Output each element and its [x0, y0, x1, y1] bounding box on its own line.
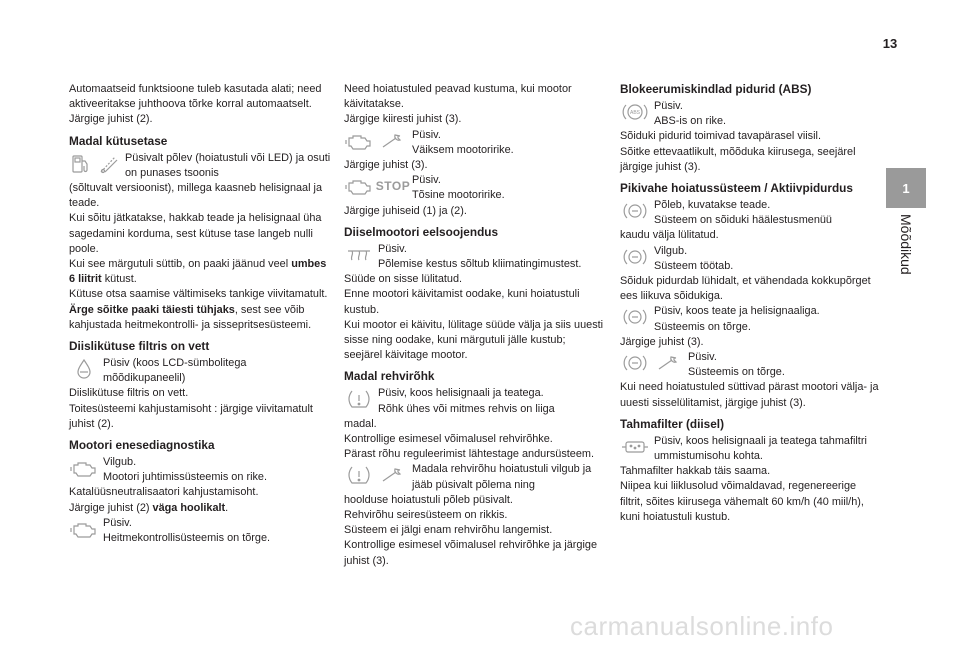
indicator-text: Püsiv, koos helisignaali ja teatega tahmafiltri ummistumisohu kohta. — [654, 434, 867, 463]
wrench-icon — [378, 129, 408, 153]
body-text — [69, 257, 331, 287]
body-text: Kütuse otsa saamise vältimiseks tankige viivitamatult. — [69, 288, 328, 301]
heading-particle-filter: Tahmafilter (diisel) — [620, 416, 725, 431]
column-2 — [344, 82, 606, 569]
body-text: Kui sõitu jätkatakse, hakkab teade ja helisignaal üha sagedamini korduma, sest kütuse tase langeb nulli poole. — [69, 212, 322, 255]
text-span: . — [225, 501, 229, 514]
svg-text:ABS: ABS — [629, 110, 641, 116]
chapter-tab-label: Mõõdikud — [898, 214, 914, 275]
column-3 — [620, 82, 882, 525]
heading-abs: Blokeerumiskindlad pidurid (ABS) — [620, 82, 812, 96]
intro-text-2: Järgige juhist (2). — [69, 113, 153, 126]
tyre-pressure-icon — [344, 387, 374, 411]
body-text: kaudu välja lülitatud. — [620, 229, 719, 242]
indicator-distance-flashing — [620, 244, 882, 274]
indicator-distance-fault — [620, 304, 882, 334]
collision-warning-icon — [620, 305, 650, 329]
text-line: Püsiv. — [103, 516, 132, 529]
heading-water-in-diesel: Diislikütuse filtris on vett — [69, 339, 210, 354]
intro-text: Automaatseid funktsioone tuleb kasutada alati; need aktiveeritakse juhthoova tõrke korral automaatselt. — [69, 83, 322, 111]
body-text: Sõiduki pidurid toimivad tavapärasel viisil. — [620, 130, 821, 143]
indicator-abs — [620, 99, 882, 129]
body-text: Kui need hoiatustuled süttivad pärast mootori välja- ja uuesti sisselülitamist, järgige juhist (3). — [620, 381, 879, 409]
bold-text: umbes 6 liitrit — [69, 258, 327, 286]
intro-text: Need hoiatustuled peavad kustuma, kui mootor käivitatakse. — [344, 83, 572, 111]
text-line: Põleb, kuvatakse teade. — [654, 199, 771, 212]
heading-engine-diagnostics: Mootori enesediagnostika — [69, 438, 215, 453]
glow-plug-icon — [344, 243, 374, 267]
bold-text: Ärge sõitke paaki täiesti tühjaks — [69, 303, 235, 316]
indicator-text — [654, 304, 882, 334]
text-line: Püsiv. — [412, 174, 441, 187]
indicator-text — [378, 386, 606, 416]
wrench-icon — [654, 351, 684, 375]
abs-icon — [620, 100, 650, 124]
indicator-text — [688, 350, 882, 380]
bold-text: väga hoolikalt — [152, 501, 226, 514]
body-text: Kontrollige esimesel võimalusel rehvirõhke. — [344, 433, 553, 446]
indicator-text — [103, 455, 331, 485]
indicator-text: Püsiv (koos LCD-sümbolitega mõõdikupaneelil) — [103, 357, 247, 385]
page-number: 13 — [882, 36, 898, 51]
text-line: Püsiv, koos teate ja helisignaaliga. — [654, 305, 820, 318]
indicator-text — [378, 242, 606, 272]
text-line: Süsteem töötab. — [654, 259, 734, 272]
text-line: Süsteemis on tõrge. — [688, 366, 785, 379]
text-line: Süsteem on sõiduki häälestusmenüü — [654, 214, 832, 227]
chapter-tab-number: 1 — [886, 168, 926, 208]
tyre-pressure-icon — [344, 463, 374, 487]
collision-warning-icon — [620, 199, 650, 223]
indicator-low-fuel — [69, 151, 331, 181]
wrench-icon — [378, 463, 408, 487]
collision-warning-icon — [620, 245, 650, 269]
text-span: , sest see võib kahjustada heitmekontrolli- ja sissepritsesüsteemi. — [69, 303, 312, 331]
body-text: Sõitke ettevaatlikult, mõõduka kiirusega, seejärel järgige juhist (3). — [620, 145, 856, 173]
text-span: kütust. — [101, 273, 137, 286]
heading-diesel-preheat: Diiselmootori eelsoojendus — [344, 224, 499, 239]
body-text: Kui mootor ei käivitu, lülitage süüde välja ja siis uuesti sisse ning oodake, kuni märgutuli jälle kustub; seejärel käivitage mootor. — [344, 318, 604, 362]
body-text: madal. — [344, 417, 377, 430]
text-line: Tõsine mootoririke. — [412, 189, 505, 202]
body-text: Kontrollige esimesel võimalusel rehvirõhke ja järgige juhist (3). — [344, 539, 598, 567]
text-line: Vilgub. — [103, 456, 137, 469]
text-line: Põlemise kestus sõltub kliimatingimustest. — [378, 258, 582, 271]
column-1 — [69, 82, 331, 546]
body-text: Toitesüsteemi kahjustamisoht : järgige viivitamatult juhist (2). — [69, 402, 313, 430]
text-line: Püsiv. — [688, 351, 717, 364]
body-text: Järgige juhist (3). — [620, 335, 704, 348]
text-line: Vilgub. — [654, 244, 688, 257]
indicator-text — [412, 173, 606, 203]
body-text: Järgige juhist (3). — [344, 159, 428, 172]
text-line: Püsiv, koos helisignaali ja teatega. — [378, 387, 544, 400]
heading-low-tyre-pressure: Madal rehvirõhk — [344, 369, 435, 384]
body-text: Järgige juhiseid (1) ja (2). — [344, 204, 467, 217]
text-line: ABS-is on rike. — [654, 115, 727, 128]
text-span: Järgige juhist (2) — [69, 501, 153, 514]
body-text: Sõiduk pidurdab lühidalt, et vähendada kokkupõrget ees liikuva sõidukiga. — [620, 275, 871, 303]
indicator-distance-off — [620, 198, 882, 228]
body-text: hoolduse hoiatustuli põleb püsivalt. — [344, 493, 513, 506]
indicator-engine-steady — [69, 516, 331, 546]
body-text: Süüde on sisse lülitatud. — [344, 273, 463, 286]
body-text: Diislikütuse filtris on vett. — [69, 387, 189, 400]
indicator-text — [103, 516, 331, 546]
indicator-text — [654, 99, 882, 129]
watermark: carmanualsonline.info — [570, 611, 834, 641]
indicator-particle-filter — [620, 434, 882, 464]
intro-text-2: Järgige kiiresti juhist (3). — [344, 113, 462, 126]
indicator-text: Püsivalt põlev (hoiatustuli või LED) ja osuti on punases tsoonis — [125, 151, 331, 179]
particle-filter-icon — [620, 435, 650, 459]
stop-icon: STOP — [375, 178, 411, 193]
text-line: Rõhk ühes või mitmes rehvis on liiga — [378, 402, 555, 415]
indicator-text — [654, 198, 882, 228]
text-line: Mootori juhtimissüsteemis on rike. — [103, 471, 268, 484]
indicator-water-in-diesel — [69, 356, 331, 386]
body-text: Katalüüsneutralisaatori kahjustamisoht. — [69, 486, 259, 499]
text-span: Kui see märgutuli süttib, on paaki jäänud veel — [69, 258, 292, 271]
text-line: Püsiv. — [378, 242, 407, 255]
engine-icon — [69, 456, 99, 480]
text-line: Heitmekontrollisüsteemis on tõrge. — [103, 532, 271, 545]
body-text: Süsteem ei jälgi enam rehvirõhu langemist. — [344, 524, 553, 537]
heading-low-fuel: Madal kütusetase — [69, 133, 168, 148]
body-text: Rehvirõhu seiresüsteem on rikkis. — [344, 509, 508, 522]
body-text: Tahmafilter hakkab täis saama. — [620, 465, 771, 478]
text-line: Süsteemis on tõrge. — [654, 320, 751, 333]
fuel-gauge-needle-icon — [97, 152, 121, 176]
engine-icon — [69, 517, 99, 541]
indicator-tyre-pressure — [344, 386, 606, 416]
indicator-preheat — [344, 242, 606, 272]
indicator-engine-flashing — [69, 455, 331, 485]
water-drop-filter-icon — [69, 357, 99, 381]
heading-distance-alert: Pikivahe hoiatussüsteem / Aktiivpidurdus — [620, 181, 853, 196]
body-text: Pärast rõhu reguleerimist lähtestage andursüsteem. — [344, 448, 595, 461]
body-text: Niipea kui liiklusolud võimaldavad, regenereerige filtrit, sõites kiirusega vähemalt 60 km/h (40 miil/h), kuni hoiatustuli kustub. — [620, 480, 864, 523]
body-text: (sõltuvalt versioonist), millega kaasneb helisignaal ja teade. — [69, 182, 323, 210]
indicator-major-engine-fault — [344, 173, 606, 203]
text-line: Väiksem mootoririke. — [412, 143, 514, 156]
collision-warning-icon — [620, 351, 650, 375]
text-line: Püsiv. — [654, 100, 683, 112]
indicator-text: Madala rehvirõhu hoiatustuli vilgub ja jääb püsivalt põlema ning — [412, 463, 592, 491]
fuel-pump-icon — [69, 152, 93, 176]
engine-icon — [344, 129, 374, 153]
body-text: Enne mootori käivitamist oodake, kuni hoiatustuli kustub. — [344, 288, 580, 316]
text-line: Püsiv. — [412, 128, 441, 141]
indicator-text — [654, 244, 882, 274]
indicator-tyre-pressure-fault — [344, 462, 606, 492]
indicator-distance-fault-2 — [620, 350, 882, 380]
body-text — [69, 501, 331, 516]
indicator-text — [412, 128, 606, 158]
indicator-minor-engine-fault — [344, 128, 606, 158]
engine-icon — [344, 174, 374, 198]
body-text — [69, 303, 331, 333]
